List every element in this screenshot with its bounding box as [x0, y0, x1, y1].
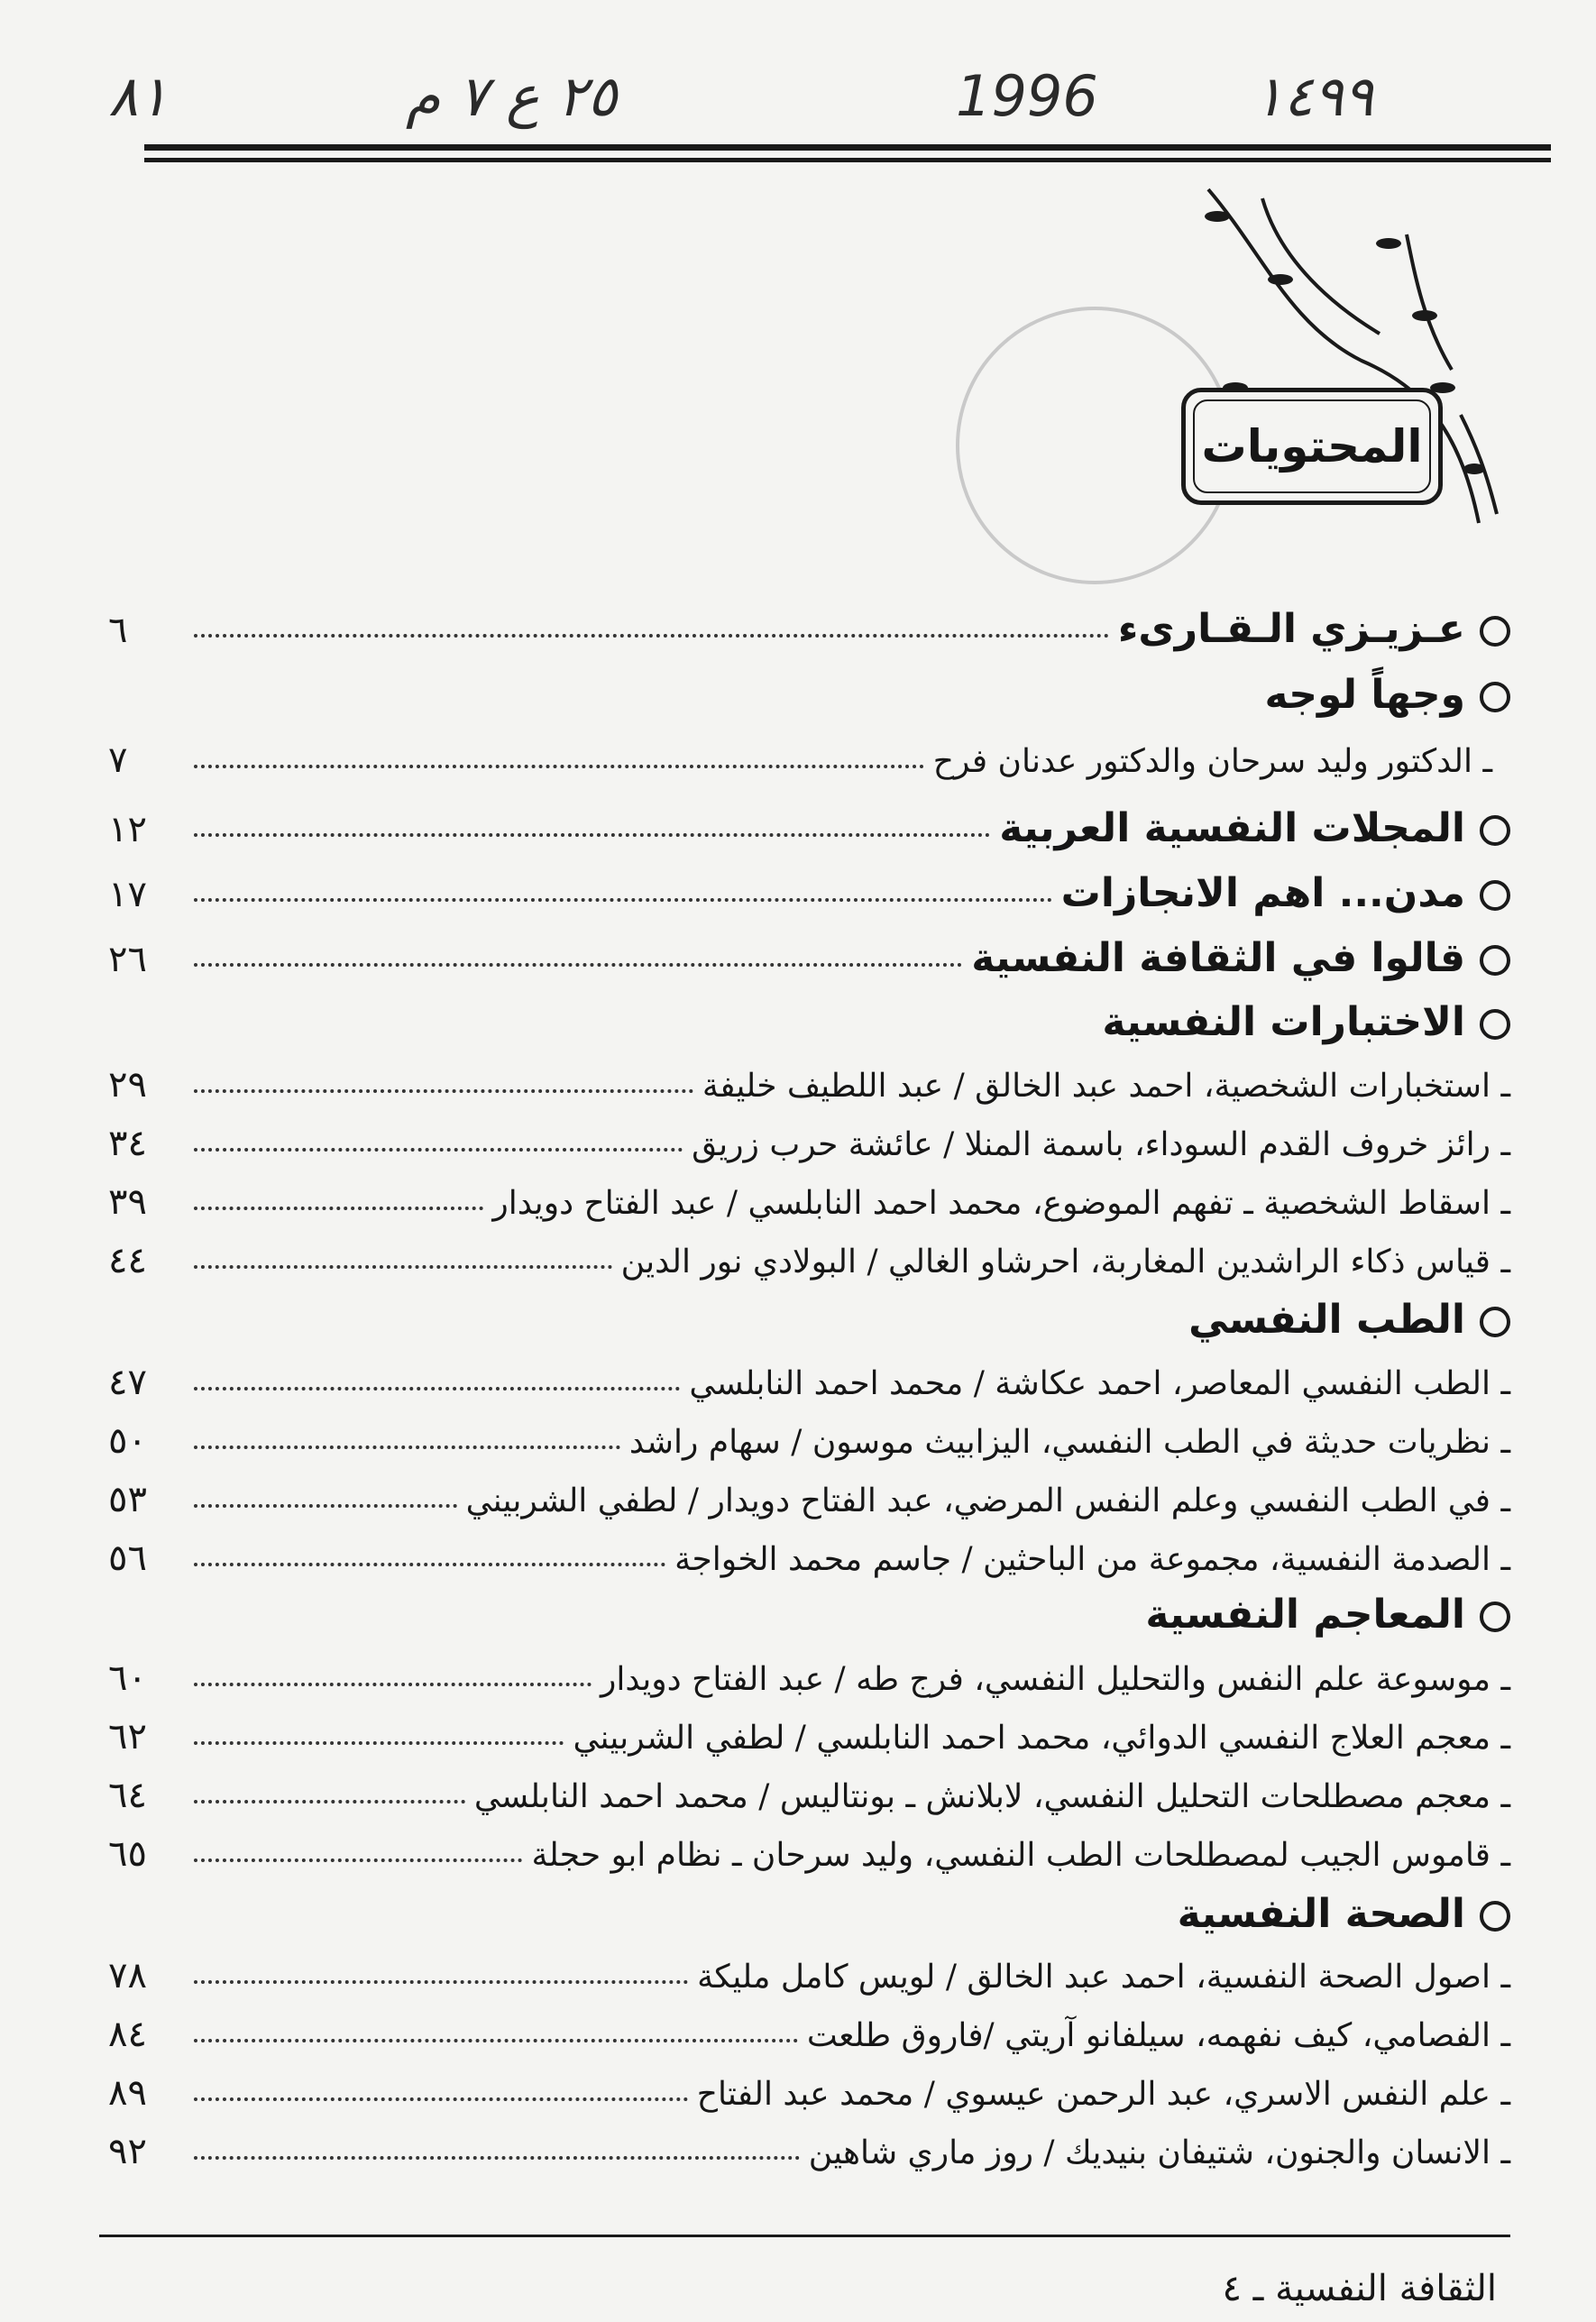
dot-leader — [194, 1787, 465, 1803]
dot-leader — [194, 1670, 592, 1686]
toc-entry[interactable] — [108, 1240, 1510, 1281]
entry-title: المجلات النفسية العربية — [999, 805, 1510, 851]
dot-leader — [194, 1729, 564, 1745]
page-number: ٨٩ — [108, 2072, 147, 2114]
toc-entry[interactable] — [108, 1775, 1510, 1816]
entry-title: ـ معجم مصطلحات التحليل النفسي، لابلانش ـ بونتاليس / محمد احمد النابلسي — [474, 1778, 1510, 1815]
page-number: ١٢ — [108, 809, 147, 850]
entry-title: ـ الانسان والجنون، شتيفان بنيديك / روز ماري شاهين — [809, 2134, 1510, 2171]
toc-entry[interactable] — [108, 1716, 1510, 1758]
page-number: ٦ — [108, 610, 128, 651]
dot-leader — [194, 1846, 522, 1862]
entry-title: مدن... اهم الانجازات — [1061, 870, 1510, 916]
top-rule-thin — [144, 158, 1551, 162]
entry-title: ـ الدكتور وليد سرحان والدكتور عدنان فرح — [933, 743, 1492, 780]
circle-bullet-icon — [1480, 945, 1510, 976]
section-heading: الطب النفسي — [1188, 1297, 1510, 1343]
entry-title: ـ الصدمة النفسية، مجموعة من الباحثين / جاسم محمد الخواجة — [674, 1541, 1510, 1578]
dot-leader — [194, 1077, 693, 1093]
toc-entry[interactable] — [108, 1420, 1510, 1462]
section-heading: الصحة النفسية — [1178, 1891, 1510, 1937]
toc-entry[interactable] — [108, 2131, 1510, 2172]
dot-leader — [194, 1433, 620, 1449]
entry-title: ـ علم النفس الاسري، عبد الرحمن عيسوي / محمد عبد الفتاح — [697, 2076, 1510, 2113]
entry-title: ـ اسقاط الشخصية ـ تفهم الموضوع، محمد احمد النابلسي / عبد الفتاح دويدار — [492, 1185, 1510, 1222]
page-number: ٦٠ — [108, 1657, 147, 1699]
dot-leader — [194, 1194, 483, 1210]
page-number: ٤٧ — [108, 1362, 147, 1403]
contents-title-box — [1181, 388, 1443, 505]
circle-bullet-icon — [1480, 1901, 1510, 1932]
circle-bullet-icon — [1480, 682, 1510, 712]
toc-entry[interactable] — [108, 1123, 1510, 1164]
entry-title: ـ الطب النفسي المعاصر، احمد عكاشة / محمد احمد النابلسي — [689, 1365, 1510, 1402]
page-number: ٤٤ — [108, 1240, 147, 1281]
section-heading: الاختبارات النفسية — [1102, 999, 1510, 1045]
section-heading: المعاجم النفسية — [1145, 1592, 1510, 1638]
section-heading: وجهاً لوجه — [1265, 672, 1510, 718]
entry-title: ـ اصول الصحة النفسية، احمد عبد الخالق / لويس كامل مليكة — [697, 1959, 1510, 1996]
top-rule — [144, 144, 1551, 151]
toc-entry[interactable] — [108, 870, 1510, 916]
toc-entry[interactable] — [108, 1064, 1510, 1106]
page-number: ٣٤ — [108, 1123, 147, 1164]
dot-leader — [194, 821, 990, 837]
page-number: ٧٨ — [108, 1955, 147, 1996]
entry-title: ـ موسوعة علم النفس والتحليل النفسي، فرج طه / عبد الفتاح دويدار — [601, 1661, 1510, 1698]
dot-leader — [194, 2026, 798, 2042]
entry-title: ـ معجم العلاج النفسي الدوائي، محمد احمد النابلسي / لطفي الشربيني — [573, 1720, 1510, 1757]
circle-bullet-icon — [1480, 1602, 1510, 1632]
page-number: ٢٩ — [108, 1064, 147, 1106]
toc-entry[interactable] — [108, 2014, 1510, 2055]
toc-entry[interactable] — [108, 1537, 1510, 1579]
handwritten-year: 1996 — [956, 63, 1098, 129]
toc-entry[interactable] — [108, 935, 1510, 981]
entry-title: عـزيـزي الـقـارىء — [1118, 606, 1510, 652]
page-footer: الثقافة النفسية ـ ٤ — [1222, 2268, 1497, 2309]
dot-leader — [194, 950, 962, 967]
handwritten-number: ١٤٩٩ — [1253, 63, 1374, 129]
handwritten-date: ٢٥ ع ٧ م — [406, 63, 618, 129]
dot-leader — [194, 752, 924, 768]
page-number: ٨٤ — [108, 2014, 147, 2055]
toc-entry[interactable] — [108, 1181, 1510, 1223]
toc-entry[interactable] — [108, 606, 1510, 652]
dot-leader — [194, 2143, 800, 2160]
page-title: المحتويات — [1193, 399, 1431, 493]
entry-title: ـ قياس ذكاء الراشدين المغاربة، احرشاو الغالي / البولادي نور الدين — [621, 1244, 1510, 1280]
dot-leader — [194, 1253, 612, 1269]
page-number: ٥٣ — [108, 1479, 147, 1520]
dot-leader — [194, 1491, 457, 1508]
circle-bullet-icon — [1480, 1307, 1510, 1337]
toc-entry[interactable] — [108, 1657, 1510, 1699]
dot-leader — [194, 1968, 688, 1984]
entry-title: ـ استخبارات الشخصية، احمد عبد الخالق / عبد اللطيف خليفة — [702, 1068, 1510, 1105]
entry-title: قالوا في الثقافة النفسية — [971, 935, 1510, 981]
entry-title: ـ في الطب النفسي وعلم النفس المرضي، عبد الفتاح دويدار / لطفي الشربيني — [466, 1482, 1510, 1519]
page-number: ٦٥ — [108, 1833, 147, 1875]
entry-title: ـ الفصامي، كيف نفهمه، سيلفانو آريتي /فاروق طلعت — [807, 2017, 1510, 2054]
dot-leader — [194, 2085, 688, 2101]
entry-title: ـ رائز خروف القدم السوداء، باسمة المنلا / عائشة حرب زريق — [692, 1126, 1510, 1163]
toc-entry[interactable] — [108, 1479, 1510, 1520]
page-number: ٣٩ — [108, 1181, 147, 1223]
entry-title: ـ قاموس الجيب لمصطلحات الطب النفسي، وليد سرحان ـ نظام ابو حجلة — [531, 1837, 1510, 1874]
toc-entry[interactable] — [108, 1955, 1510, 1996]
circle-bullet-icon — [1480, 1009, 1510, 1040]
toc-entry[interactable] — [108, 739, 1510, 781]
dot-leader — [194, 621, 1109, 638]
circle-bullet-icon — [1480, 815, 1510, 846]
footer-rule — [99, 2235, 1510, 2237]
handwritten-ref: ٨١ — [108, 63, 169, 129]
page-number: ٢٦ — [108, 939, 147, 980]
toc-entry[interactable] — [108, 2072, 1510, 2114]
page-number: ٥٦ — [108, 1537, 147, 1579]
dot-leader — [194, 1374, 680, 1390]
dot-leader — [194, 886, 1052, 902]
toc-entry[interactable] — [108, 805, 1510, 851]
dot-leader — [194, 1135, 683, 1152]
dot-leader — [194, 1550, 665, 1566]
page-number: ٥٠ — [108, 1420, 147, 1462]
page-number: ٦٤ — [108, 1775, 147, 1816]
circle-bullet-icon — [1480, 616, 1510, 647]
page-number: ٩٢ — [108, 2131, 147, 2172]
page-number: ٧ — [108, 739, 128, 781]
page-number: ١٧ — [108, 874, 147, 915]
toc-entry[interactable] — [108, 1833, 1510, 1875]
entry-title: ـ نظريات حديثة في الطب النفسي، اليزابيث موسون / سهام راشد — [629, 1424, 1510, 1461]
toc-entry[interactable] — [108, 1362, 1510, 1403]
circle-bullet-icon — [1480, 880, 1510, 911]
page-number: ٦٢ — [108, 1716, 147, 1758]
